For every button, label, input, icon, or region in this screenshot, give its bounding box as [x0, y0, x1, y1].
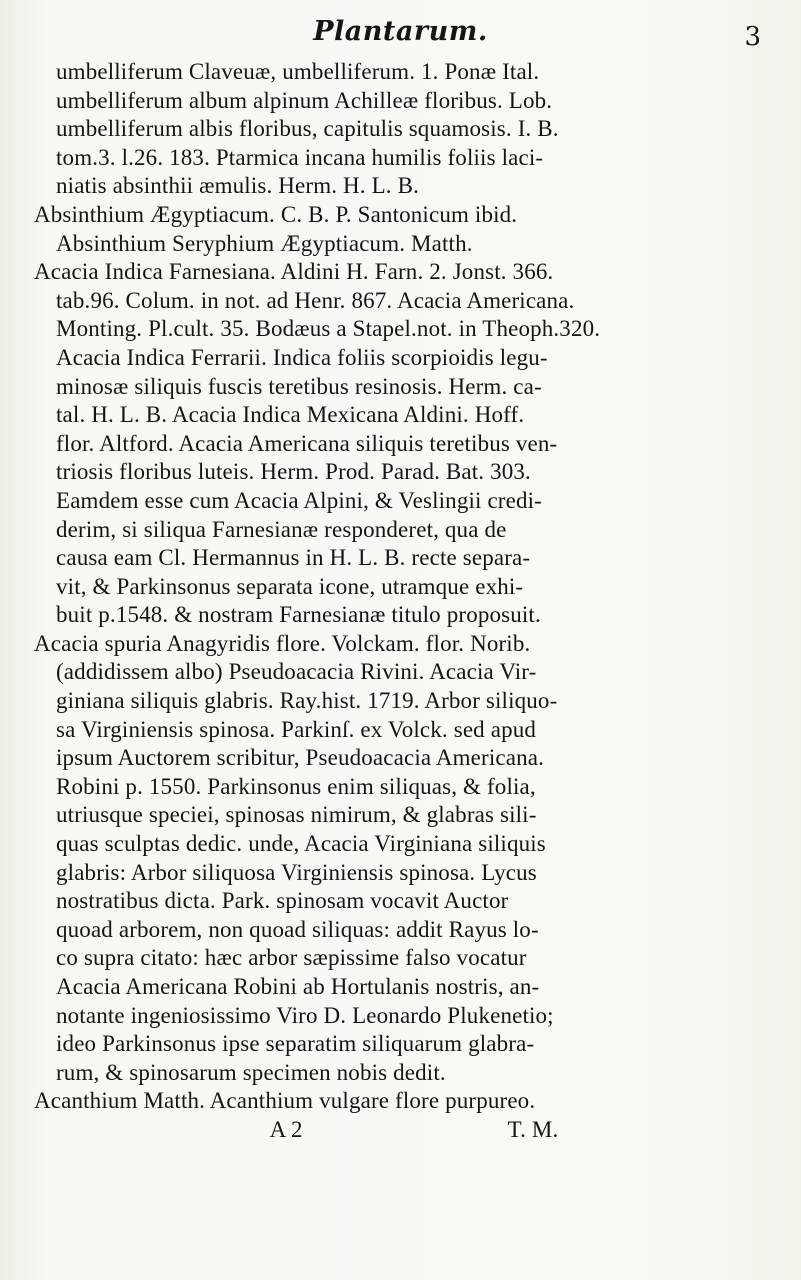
text-line: co supra citato: hæc arbor sæpissime falso vocatur — [56, 945, 527, 971]
text-line: minosæ siliquis fuscis teretibus resinosis. Herm. ca- — [56, 373, 542, 399]
text-line: ideo Parkinsonus ipse separatim siliquarum glabra- — [56, 1031, 535, 1057]
text-line: Monting. Pl.cult. 35. Bodæus a Stapel.not. in Theoph.320. — [56, 316, 601, 342]
text-line: Eamdem esse cum Acacia Alpini, & Veslingii credi- — [56, 487, 542, 513]
text-line: Acacia Indica Ferrarii. Indica foliis scorpioidis legu- — [56, 344, 548, 370]
entry-line: Absinthium Ægyptiacum. C. B. P. Santonicum ibid. — [34, 201, 518, 227]
text-line: notante ingeniosissimo Viro D. Leonardo Plukenetio; — [56, 1002, 554, 1028]
text-line: tab.96. Colum. in not. ad Henr. 867. Acacia Americana. — [56, 287, 575, 313]
text-line: sa Virginiensis spinosa. Parkinſ. ex Volck. sed apud — [56, 716, 537, 742]
text-line: flor. Altford. Acacia Americana siliquis teretibus ven- — [56, 430, 558, 456]
footer-line — [34, 1116, 794, 1145]
text-line: quoad arborem, non quoad siliquas: addit Rayus lo- — [56, 916, 539, 942]
text-line: umbelliferum albis floribus, capitulis squamosis. I. B. — [56, 116, 559, 142]
entry-line: Acanthium Matth. Acanthium vulgare flore purpureo. — [34, 1088, 536, 1114]
text-line: niatis absinthii æmulis. Herm. H. L. B. — [56, 173, 419, 199]
text-line: derim, si siliqua Farnesianæ responderet, qua de — [56, 516, 507, 542]
text-body — [34, 58, 794, 1145]
text-line: giniana siliquis glabris. Ray.hist. 1719. Arbor siliquo- — [56, 688, 558, 714]
text-line: triosis floribus luteis. Herm. Prod. Parad. Bat. 303. — [56, 459, 531, 485]
text-line: nostratibus dicta. Park. spinosam vocavit Auctor — [56, 888, 509, 914]
text-line: tal. H. L. B. Acacia Indica Mexicana Aldini. Hoff. — [56, 402, 525, 428]
text-line: ipsum Auctorem scribitur, Pseudoacacia Americana. — [56, 745, 545, 771]
text-line: umbelliferum Claveuæ, umbelliferum. 1. Ponæ Ital. — [56, 59, 540, 84]
text-line: Acacia Americana Robini ab Hortulanis nostris, an- — [56, 974, 540, 999]
page-number: 3 — [744, 22, 761, 52]
entry-line: Acacia Indica Farnesiana. Aldini H. Farn. 2. Jonst. 366. — [34, 259, 554, 285]
entry-line: Acacia spuria Anagyridis flore. Volckam. flor. Norib. — [34, 630, 531, 656]
text-line: Robini p. 1550. Parkinsonus enim siliquas, & folia, — [56, 773, 536, 799]
text-line: Absinthium Seryphium Ægyptiacum. Matth. — [56, 230, 473, 256]
text-line: umbelliferum album alpinum Achilleæ floribus. Lob. — [56, 87, 553, 113]
signature-mark: A 2 — [269, 1116, 303, 1142]
text-line: causa eam Cl. Hermannus in H. L. B. recte separa- — [56, 545, 531, 571]
text-line: buit p.1548. & nostram Farnesianæ titulo proposuit. — [56, 602, 541, 628]
text-line: vit, & Parkinsonus separata icone, utramque exhi- — [56, 573, 524, 599]
text-line: rum, & spinosarum specimen nobis dedit. — [56, 1059, 446, 1085]
text-line: quas sculptas dedic. unde, Acacia Virginiana siliquis — [56, 831, 546, 857]
text-line: glabris: Arbor siliquosa Virginiensis spinosa. Lycus — [56, 859, 537, 885]
text-line: utriusque speciei, spinosas nimirum, & glabras sili- — [56, 802, 537, 828]
text-line: tom.3. l.26. 183. Ptarmica incana humilis foliis laci- — [56, 144, 544, 170]
running-title: Plantarum. — [313, 16, 488, 47]
catchword: T. M. — [507, 1116, 559, 1142]
text-line: (addidissem albo) Pseudoacacia Rivini. Acacia Vir- — [56, 659, 537, 685]
